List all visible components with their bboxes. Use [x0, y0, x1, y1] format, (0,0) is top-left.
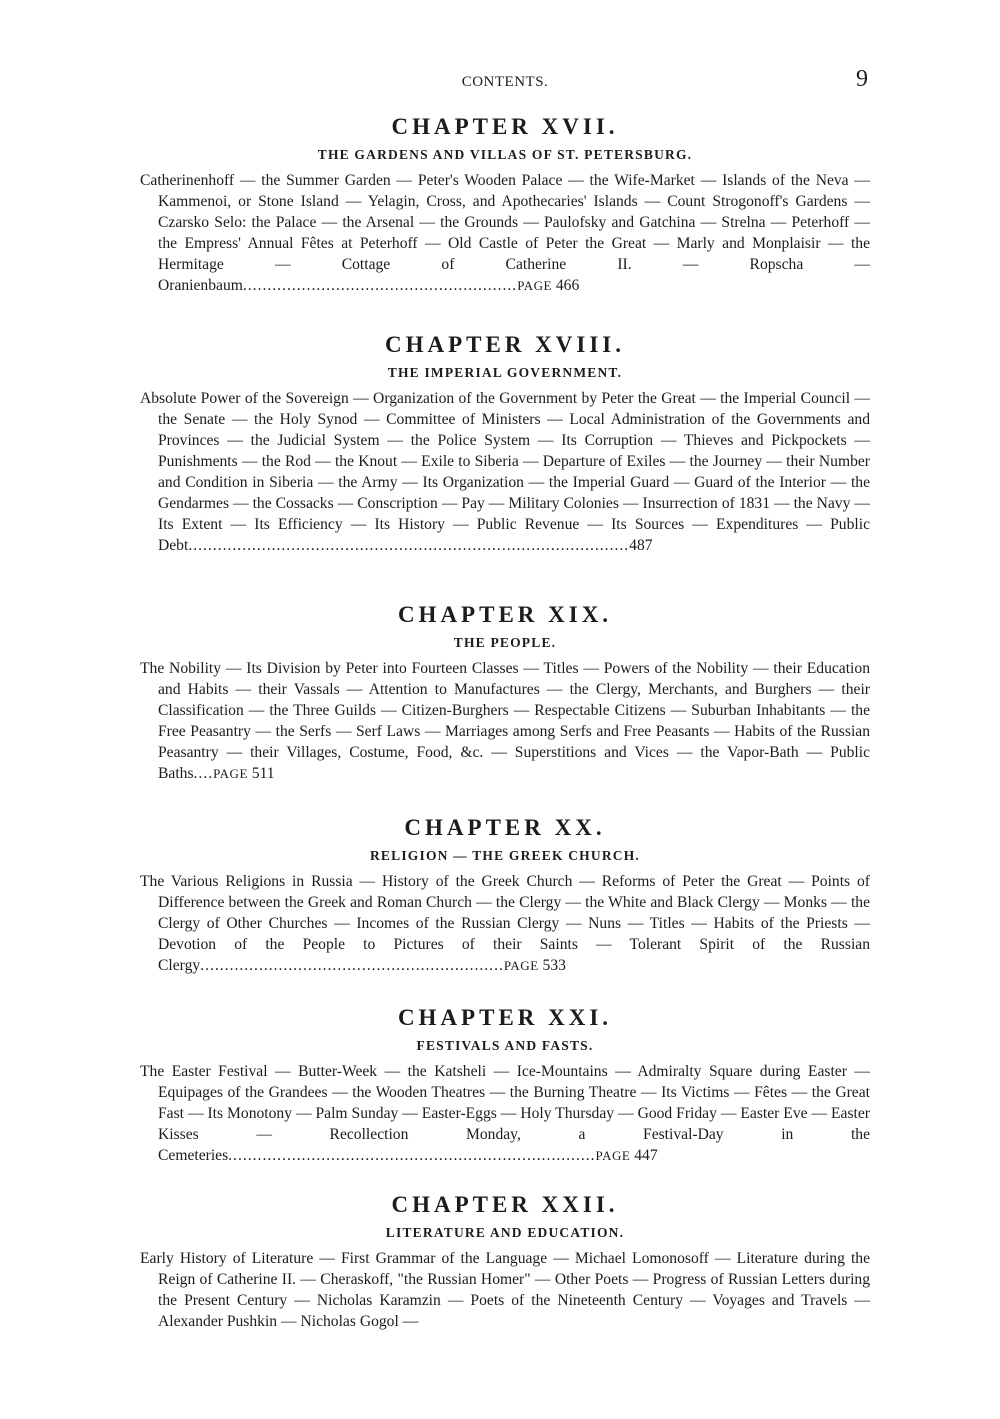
chapter-xx: [140, 813, 870, 976]
chapter-heading: CHAPTER XX.: [404, 815, 606, 840]
chapter-summary: [140, 1248, 870, 1332]
page-reference: 487: [629, 537, 653, 554]
chapter-subtitle: THE IMPERIAL GOVERNMENT.: [387, 365, 623, 380]
page-number: 9: [856, 66, 868, 92]
summary-text: The Nobility — Its Division by Peter into Fourteen Classes — Titles — Powers of the Nobility — their Education and Habits — their Vassals — Attention to Manufactures — the Clergy, Merchants, and Burghers — their Classification — the Three Guilds — Citizen-Burghers — Respectable Citizens — Suburban Inhabitants — the Free Peasantry — the Serfs — Serf Laws — Marriages among Serfs and Free Peasants — Habits of the Russian Peasantry — their Villages, Costume, Food, &c. — Superstitions and Vices — the Vapor-Bath — Public Baths: [140, 660, 870, 782]
chapter-xvii: [140, 112, 870, 296]
page-reference: 447: [634, 1147, 658, 1164]
summary-text: Catherinenhoff — the Summer Garden — Peter's Wooden Palace — the Wife-Market — Islands of the Neva — Kammenoi, or Stone Island — Yelagin, Cross, and Apothecaries' Islands — Count Strogonoff's Gardens — Czarsko Selo: the Palace — the Arsenal — the Grounds — Paulofsky and Gatchina — Strelna — Peterhoff — the Empress' Annual Fêtes at Peterhoff — Old Castle of Peter the Great — Marly and Monplaisir — the Hermitage — Cottage of Catherine II. — Ropscha — Oranienbaum: [140, 172, 870, 294]
chapter-heading: CHAPTER XXI.: [397, 1005, 613, 1030]
chapter-subtitle: FESTIVALS AND FASTS.: [416, 1038, 594, 1053]
chapter-summary: [140, 1061, 870, 1166]
chapter-subtitle: THE PEOPLE.: [453, 635, 557, 650]
chapter-heading: CHAPTER XVII.: [391, 114, 619, 139]
chapter-xviii: [140, 330, 870, 556]
page-reference: 511: [251, 765, 275, 782]
summary-text: The Easter Festival — Butter-Week — the Katsheli — Ice-Mountains — Admiralty Square during Easter — Equipages of the Grandees — the Wooden Theatres — the Burning Theatre — Its Victims — Fêtes — the Great Fast — Its Monotony — Palm Sunday — Easter-Eggs — Holy Thursday — Good Friday — Easter Eve — Easter Kisses — Recollection Monday, a Festival-Day in the Cemeteries: [140, 1063, 870, 1164]
chapter-xix: [140, 600, 870, 784]
chapter-xxii: [140, 1190, 870, 1332]
dot-leader: ..........................................................................................: [188, 537, 630, 554]
chapter-summary: [140, 871, 870, 976]
page-label: PAGE: [595, 1148, 631, 1163]
chapter-subtitle: RELIGION — THE GREEK CHURCH.: [369, 848, 640, 863]
page-label: PAGE: [503, 958, 539, 973]
dot-leader: ....: [193, 765, 214, 782]
chapter-summary: [140, 170, 870, 296]
page-label: PAGE: [517, 278, 552, 293]
dot-leader: ..............................................................: [200, 957, 504, 974]
page-reference: 466: [555, 277, 580, 294]
chapter-subtitle: THE GARDENS AND VILLAS OF ST. PETERSBURG.: [317, 147, 693, 162]
dot-leader: ........................................................: [242, 277, 518, 294]
chapter-heading: CHAPTER XVIII.: [384, 332, 626, 357]
dot-leader: ...........................................................................: [228, 1147, 596, 1164]
running-head: [140, 66, 870, 100]
page-reference: 533: [542, 957, 566, 974]
summary-text: The Various Religions in Russia — History of the Greek Church — Reforms of Peter the Great — Points of Difference between the Greek and Roman Church — the Clergy — the White and Black Clergy — Monks — the Clergy of Other Churches — Incomes of the Russian Clergy — Nuns — Titles — Habits of the Priests — Devotion of the People to Pictures of their Saints — Tolerant Spirit of the Russian Clergy: [140, 873, 870, 974]
chapter-subtitle: LITERATURE AND EDUCATION.: [385, 1225, 625, 1240]
chapter-summary: [140, 658, 870, 784]
chapter-summary: [140, 388, 870, 556]
page-label: PAGE: [213, 766, 248, 781]
chapter-xxi: [140, 1003, 870, 1166]
summary-text: Early History of Literature — First Grammar of the Language — Michael Lomonosoff — Literature during the Reign of Catherine II. — Cheraskoff, "the Russian Homer" — Other Poets — Progress of Russian Letters during the Present Century — Nicholas Karamzin — Poets of the Nineteenth Century — Voyages and Travels — Alexander Pushkin — Nicholas Gogol —: [140, 1250, 870, 1330]
chapter-heading: CHAPTER XXII.: [391, 1192, 619, 1217]
summary-text: Absolute Power of the Sovereign — Organization of the Government by Peter the Great — the Imperial Council — the Senate — the Holy Synod — Committee of Ministers — Local Administration of the Governments and Provinces — the Judicial System — the Police System — Its Corruption — Thieves and Pickpockets — Punishments — the Rod — the Knout — Exile to Siberia — Departure of Exiles — the Journey — their Number and Condition in Siberia — the Army — Its Organization — the Imperial Guard — Guard of the Interior — the Gendarmes — the Cossacks — Conscription — Pay — Military Colonies — Insurrection of 1831 — the Navy — Its Extent — Its Efficiency — Its History — Public Revenue — Its Sources — Expenditures — Public Debt: [140, 390, 870, 554]
chapter-heading: CHAPTER XIX.: [397, 602, 613, 627]
running-title: CONTENTS.: [461, 74, 549, 90]
